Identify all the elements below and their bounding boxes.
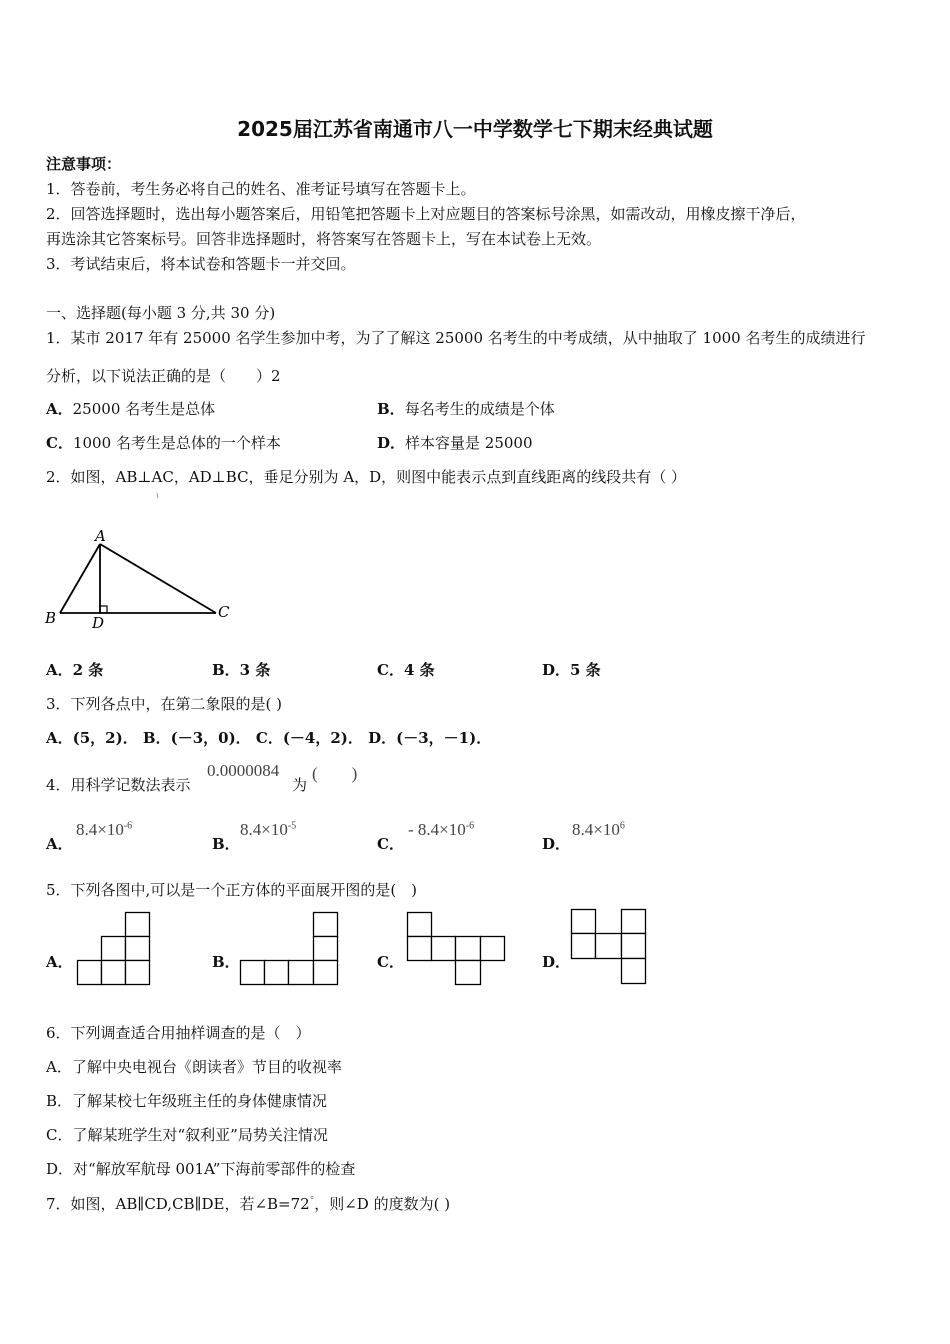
q4-stem-a: 4．用科学记数法表示 bbox=[46, 776, 191, 794]
notice-item-2: 2．回答选择题时，选出每小题答案后，用铅笔把答题卡上对应题目的答案标号涂黑，如需改动，用橡皮擦干净后， bbox=[46, 205, 806, 223]
q2-option-b: B．3 条 bbox=[212, 661, 271, 679]
q4-option-c-letter: C． bbox=[377, 835, 404, 853]
q2-option-c: C．4 条 bbox=[377, 661, 435, 679]
q1-option-d: D．样本容量是 25000 bbox=[377, 434, 533, 452]
q5-option-c-letter: C． bbox=[377, 953, 404, 971]
q1-stem-line2: 分析，以下说法正确的是（ ）2 bbox=[46, 367, 281, 385]
notice-item-1: 1．答卷前，考生务必将自己的姓名、准考证号填写在答题卡上。 bbox=[46, 180, 476, 198]
notice-item-2-cont: 再选涂其它答案标号。回答非选择题时，将答案写在答题卡上，写在本试卷上无效。 bbox=[46, 230, 602, 248]
q3-options: A．(5，2)． B．(－3，0)． C．(－4，2)． D．(－3，－1)． bbox=[46, 729, 492, 747]
q6-option-a: A．了解中央电视台《朗读者》节目的收视率 bbox=[46, 1058, 342, 1076]
notice-heading: 注意事项： bbox=[46, 155, 122, 173]
q5-option-d-letter: D． bbox=[542, 953, 571, 971]
segment-ac bbox=[100, 544, 216, 613]
q4-paren: ( ) bbox=[312, 764, 358, 783]
segment-ab bbox=[60, 544, 100, 613]
label-b: B bbox=[45, 609, 57, 627]
q4-option-d-letter: D． bbox=[542, 835, 571, 853]
q7-stem: 7．如图，AB∥CD,CB∥DE，若∠B=72°，则∠D 的度数为( ) bbox=[46, 1195, 451, 1213]
q2-stem: 2．如图，AB⊥AC，AD⊥BC，垂足分别为 A，D，则图中能表示点到直线距离的线段共有（ ） bbox=[46, 468, 686, 486]
q5-stem: 5．下列各图中,可以是一个正方体的平面展开图的是( ) bbox=[46, 881, 418, 899]
q6-option-d: D．对“解放军航母 001A”下海前零部件的检查 bbox=[46, 1160, 356, 1178]
label-c: C bbox=[218, 603, 230, 621]
page-title: 2025届江苏省南通市八一中学数学七下期末经典试题 bbox=[237, 117, 713, 141]
q5-net-c bbox=[407, 912, 507, 986]
q5-net-d bbox=[571, 909, 649, 987]
q4-option-b: $8.4\times 10^{-5}$ bbox=[240, 820, 297, 839]
q3-stem: 3．下列各点中，在第二象限的是( ) bbox=[46, 695, 283, 713]
q4-stem-b: 为 bbox=[292, 776, 308, 794]
q6-option-b: B．了解某校七年级班主任的身体健康情况 bbox=[46, 1092, 328, 1110]
q1-stem-line1: 1．某市 2017 年有 25000 名学生参加中考，为了了解这 25000 名考生的中考成绩，从中抽取了 1000 名考生的成绩进行 bbox=[46, 329, 866, 347]
q5-net-b bbox=[240, 912, 340, 986]
q4-option-a-letter: A． bbox=[46, 835, 73, 853]
q4-option-c: - $8.4\times 10^{-6}$ bbox=[408, 820, 475, 839]
label-d: D bbox=[92, 614, 105, 632]
q6-option-c: C．了解某班学生对“叙利亚”局势关注情况 bbox=[46, 1126, 328, 1144]
notice-item-3: 3．考试结束后，将本试卷和答题卡一并交回。 bbox=[46, 255, 356, 273]
q5-net-a bbox=[77, 912, 153, 986]
q2-triangle-figure bbox=[40, 490, 250, 635]
q4-option-a: $8.4\times 10^{-6}$ bbox=[76, 820, 133, 839]
q6-stem: 6．下列调查适合用抽样调查的是（ ） bbox=[46, 1024, 311, 1042]
right-angle-mark bbox=[100, 606, 107, 613]
q5-option-a-letter: A． bbox=[46, 953, 73, 971]
q2-option-a: A．2 条 bbox=[46, 661, 104, 679]
q4-option-b-letter: B． bbox=[212, 835, 240, 853]
q4-number: 0.0000084 bbox=[207, 761, 280, 780]
stray-mark bbox=[157, 493, 158, 498]
q1-option-c: C．1000 名考生是总体的一个样本 bbox=[46, 434, 281, 452]
q2-option-d: D．5 条 bbox=[542, 661, 601, 679]
q4-option-d: $8.4\times 10^6$ bbox=[572, 820, 625, 839]
q1-option-b: B．每名考生的成绩是个体 bbox=[377, 400, 555, 418]
q5-option-b-letter: B． bbox=[212, 953, 240, 971]
label-a: A bbox=[95, 527, 106, 545]
q1-option-a: A．25000 名考生是总体 bbox=[46, 400, 216, 418]
section-heading: 一、选择题(每小题 3 分,共 30 分) bbox=[46, 304, 276, 322]
